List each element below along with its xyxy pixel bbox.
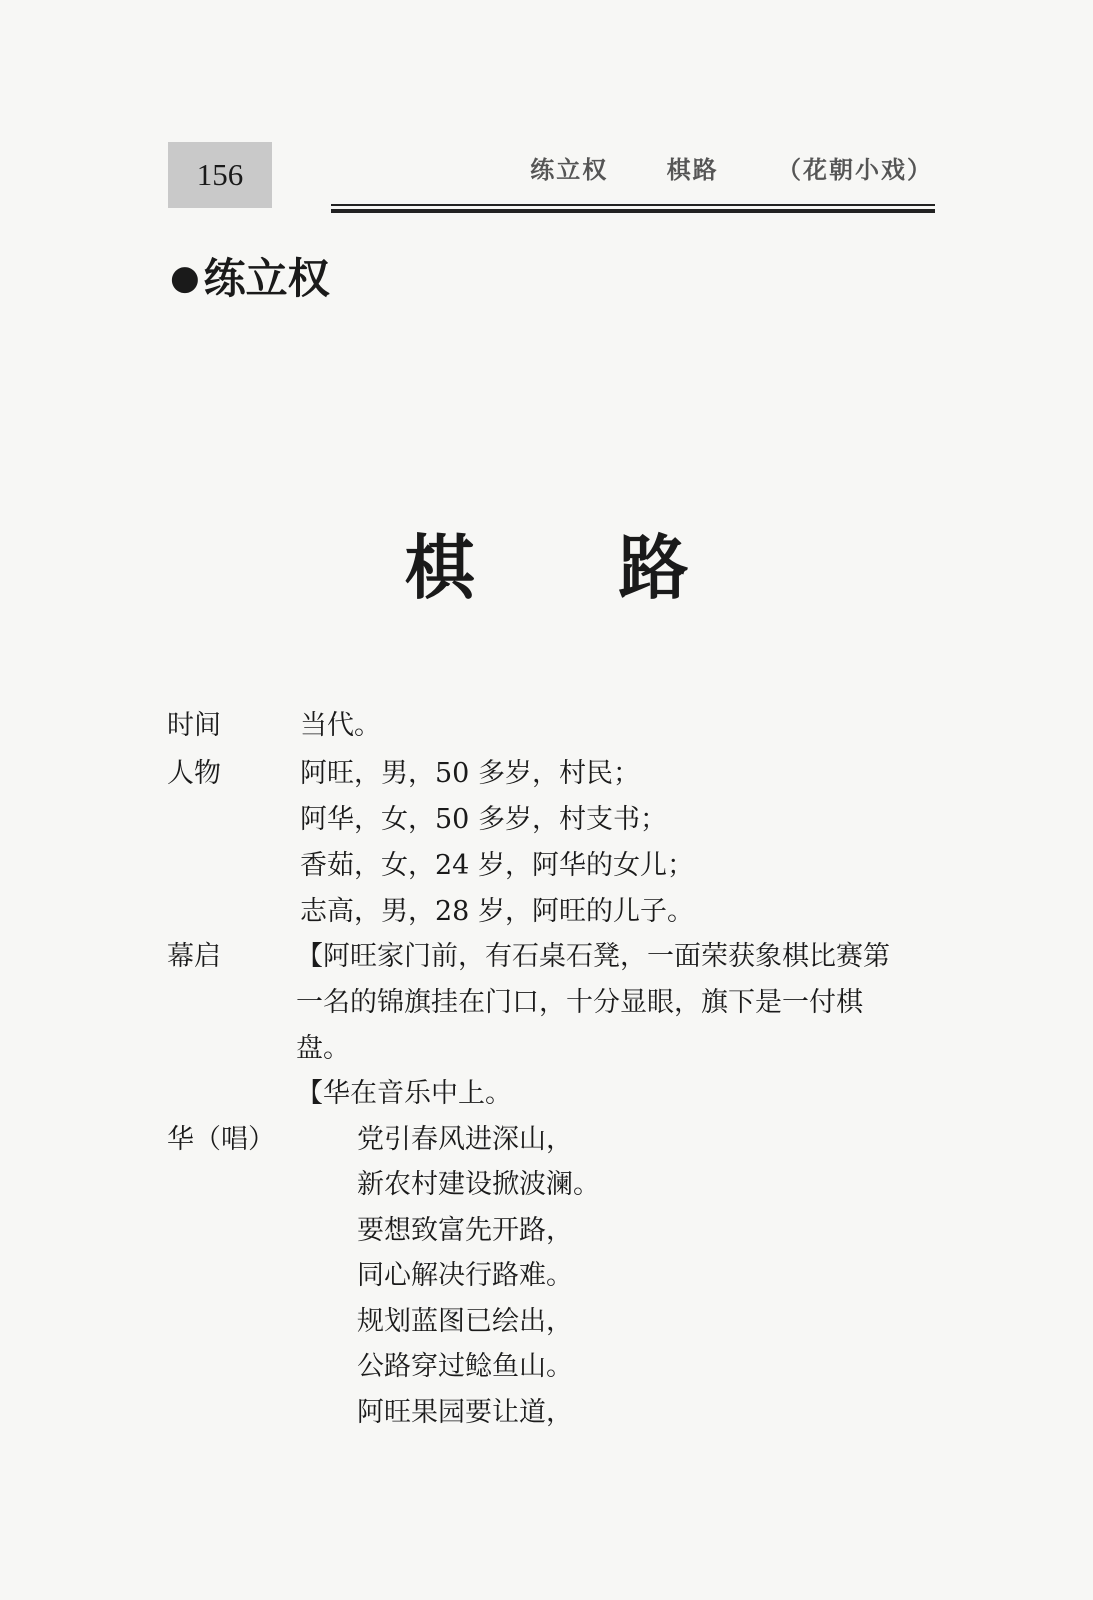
- character-line: 香茹，女，24 岁，阿华的女儿；: [300, 850, 694, 881]
- lyric-line: 党引春风进深山，: [357, 1124, 573, 1155]
- bullet-icon: ●: [170, 258, 200, 298]
- page-number: 156: [168, 142, 272, 208]
- running-head: [482, 150, 933, 185]
- running-head-author: 练立权: [530, 156, 609, 184]
- author-name: 练立权: [203, 254, 330, 303]
- characters-label: 人物: [167, 758, 221, 789]
- header-rule-thin: [331, 204, 935, 206]
- character-line: 阿华，女，50 多岁，村支书；: [300, 804, 667, 835]
- play-title-char-2: 路: [618, 527, 689, 609]
- stage-direction-line: 一名的锦旗挂在门口，十分显眼，旗下是一付棋: [296, 987, 863, 1018]
- lyric-line: 同心解决行路难。: [357, 1260, 573, 1291]
- author-heading: [170, 246, 330, 306]
- lyric-line: 规划蓝图已绘出，: [357, 1306, 573, 1337]
- stage-direction-line: 【华在音乐中上。: [296, 1078, 512, 1109]
- play-title-char-1: 棋: [404, 527, 475, 609]
- time-value: 当代。: [300, 710, 381, 741]
- stage-direction-line: 【阿旺家门前，有石桌石凳，一面荣获象棋比赛第: [296, 941, 890, 972]
- play-title: [0, 512, 1093, 613]
- character-line: 阿旺，男，50 多岁，村民；: [300, 758, 640, 789]
- header-rule-thick: [331, 209, 935, 213]
- time-label: 时间: [167, 710, 221, 741]
- song-label: 华（唱）: [167, 1124, 275, 1155]
- lyric-line: 要想致富先开路，: [357, 1215, 573, 1246]
- curtain-label: 幕启: [167, 941, 221, 972]
- stage-direction-line: 盘。: [296, 1033, 350, 1064]
- lyric-line: 新农村建设掀波澜。: [357, 1169, 600, 1200]
- character-line: 志高，男，28 岁，阿旺的儿子。: [300, 896, 694, 927]
- running-head-title: 棋路: [666, 156, 719, 184]
- running-head-genre: （花朝小戏）: [777, 156, 933, 184]
- lyric-line: 公路穿过鲶鱼山。: [357, 1351, 573, 1382]
- lyric-line: 阿旺果园要让道，: [357, 1397, 573, 1428]
